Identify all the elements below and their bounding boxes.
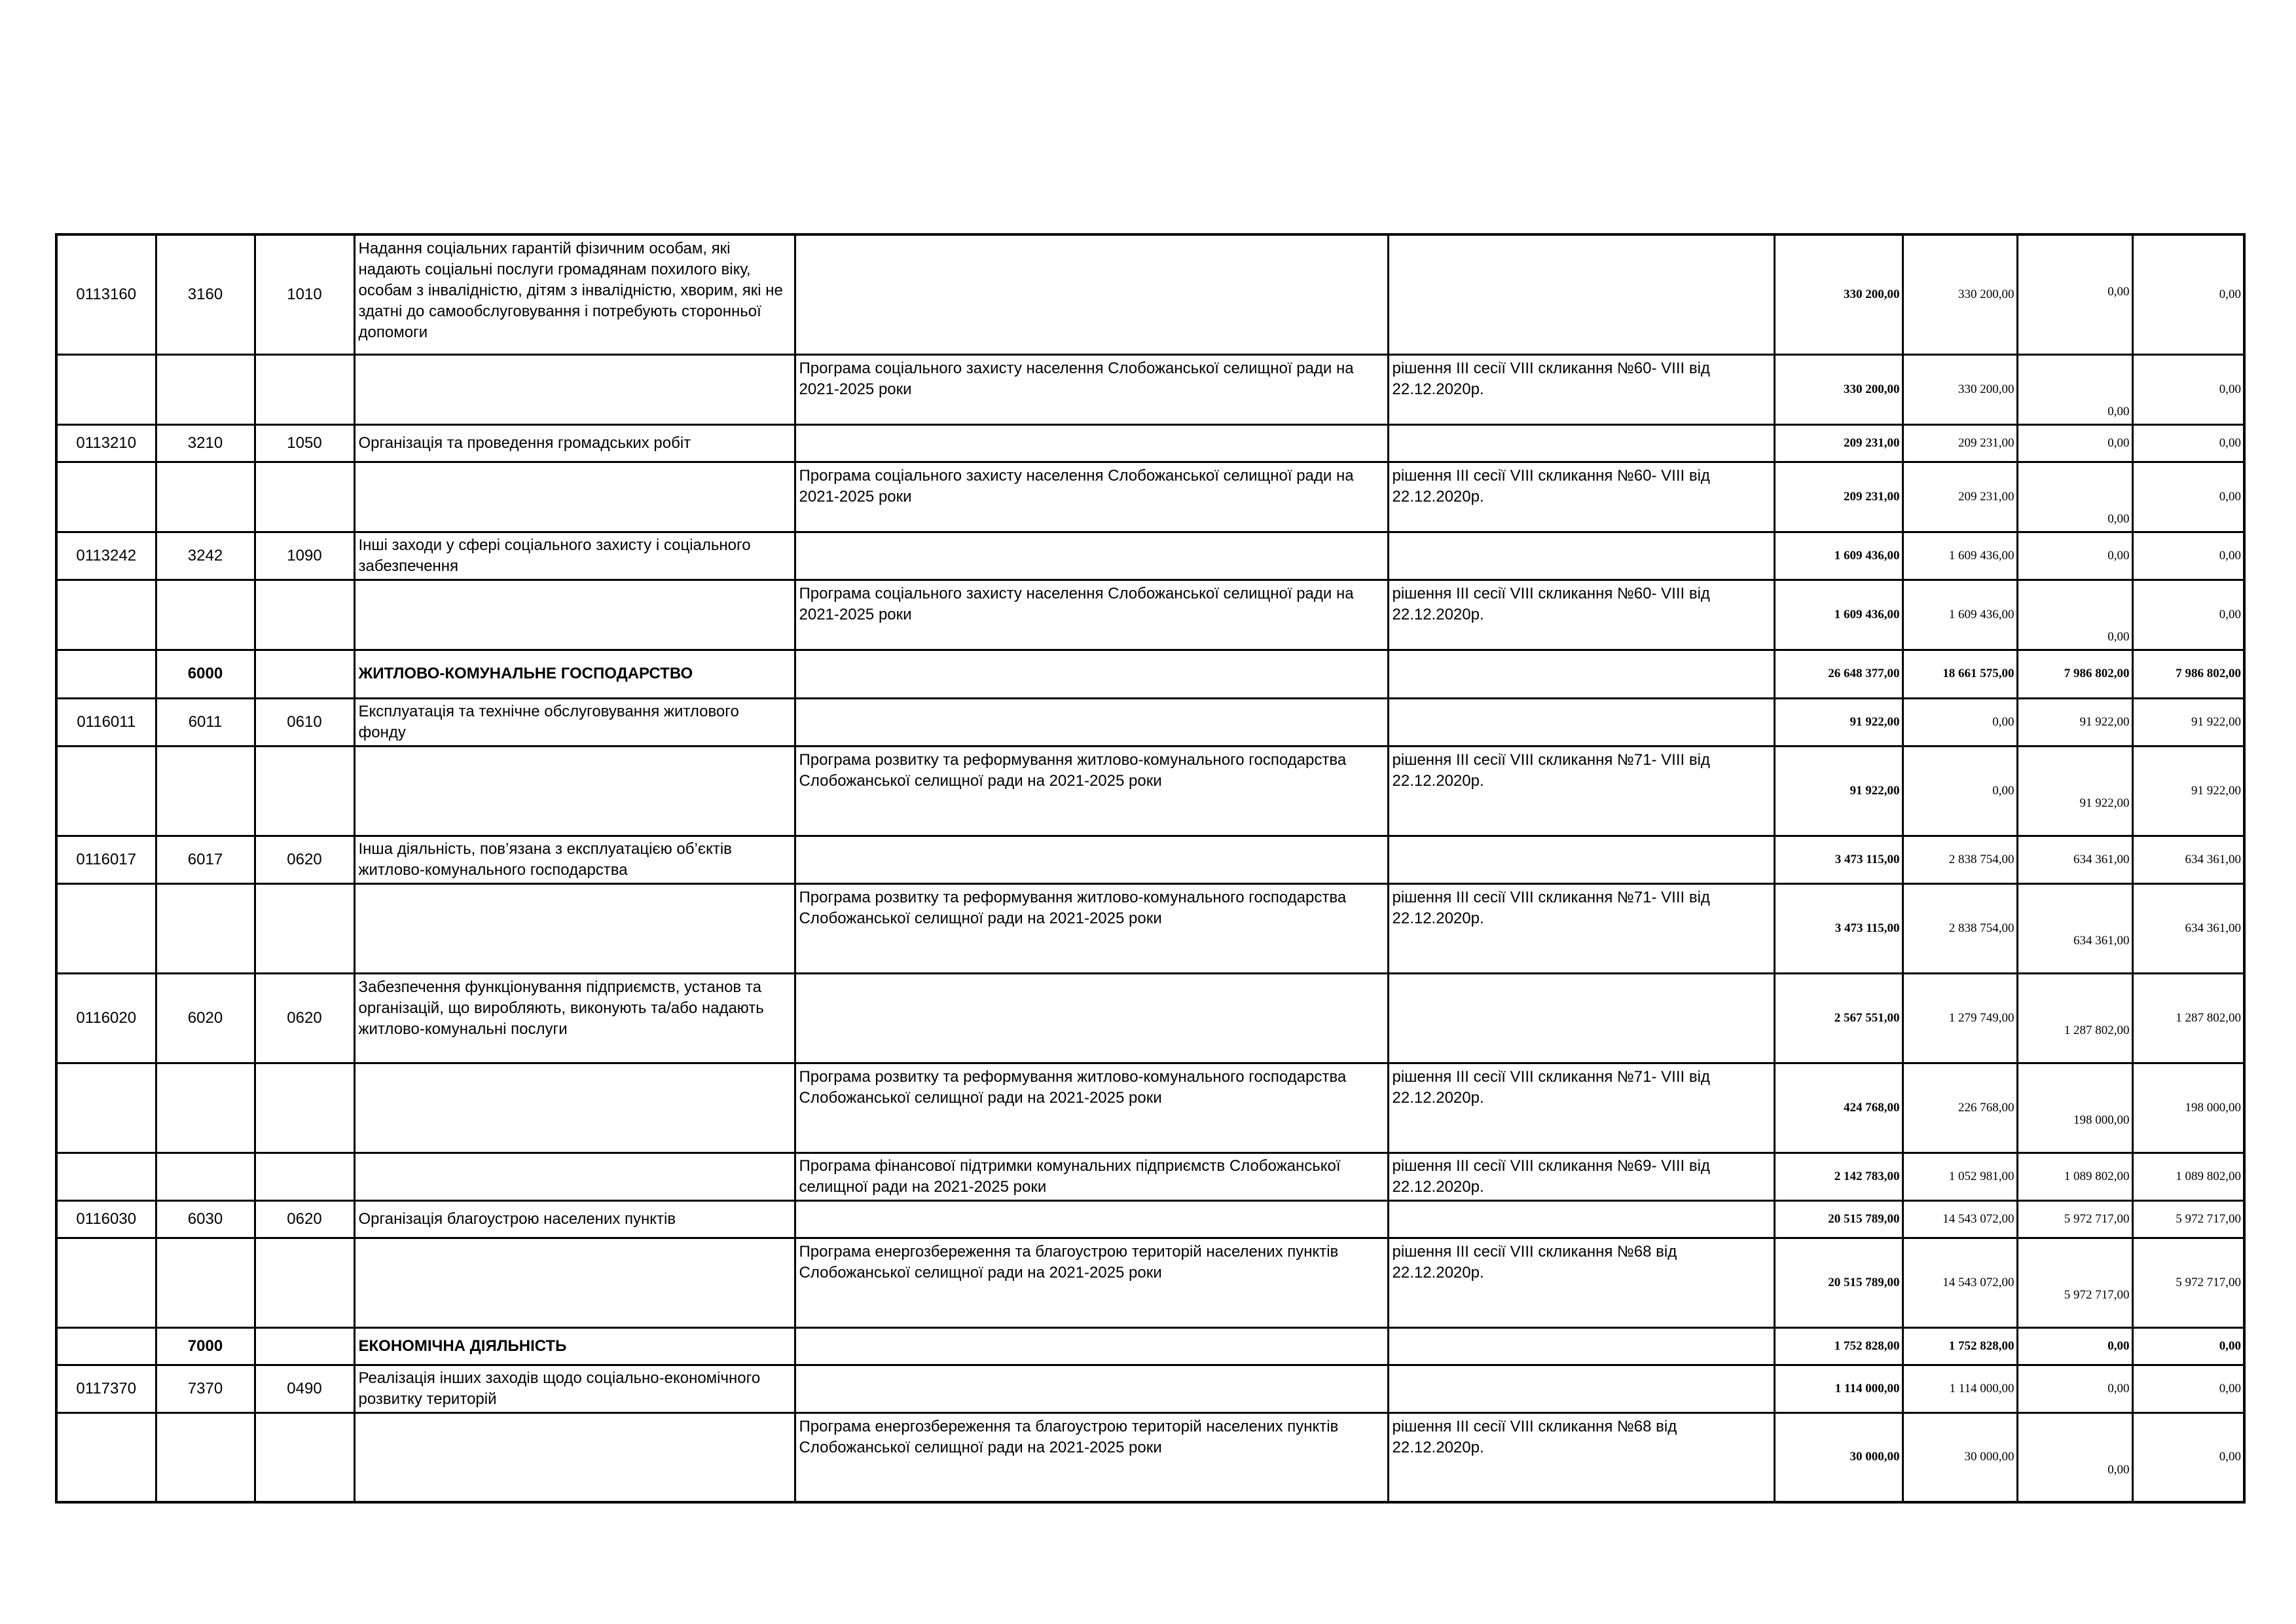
expenditure-name-cell bbox=[354, 462, 795, 532]
total-amount-cell: 209 231,00 bbox=[1774, 424, 1903, 462]
total-amount-cell: 20 515 789,00 bbox=[1774, 1200, 1903, 1238]
decision-cell: рішення ІІІ сесії VIII скликання №69- VIII від 22.12.2020р. bbox=[1388, 1153, 1774, 1200]
table-row bbox=[56, 424, 2244, 462]
decision-cell bbox=[1388, 973, 1774, 1063]
kfk-code-cell bbox=[255, 1238, 354, 1327]
decision-cell bbox=[1388, 1200, 1774, 1238]
tpkvk-code-cell bbox=[156, 580, 255, 650]
program-expenditure-table bbox=[55, 233, 2246, 1504]
special-fund-cell: 634 361,00 bbox=[2017, 836, 2132, 883]
general-fund-cell: 1 052 981,00 bbox=[1903, 1153, 2017, 1200]
kpk-code-cell bbox=[56, 1412, 156, 1502]
program-name-cell: Програма розвитку та реформування житлово-комунального господарства Слобожанської селищної ради на 2021-2025 роки bbox=[795, 1063, 1388, 1153]
special-fund-cell: 0,00 bbox=[2017, 424, 2132, 462]
development-budget-cell: 0,00 bbox=[2132, 1327, 2244, 1365]
tpkvk-code-cell: 3242 bbox=[156, 532, 255, 580]
total-amount-cell: 424 768,00 bbox=[1774, 1063, 1903, 1153]
program-name-cell bbox=[795, 698, 1388, 746]
table-row bbox=[56, 1063, 2244, 1153]
kpk-code-cell bbox=[56, 1327, 156, 1365]
total-amount-cell: 20 515 789,00 bbox=[1774, 1238, 1903, 1327]
general-fund-cell: 14 543 072,00 bbox=[1903, 1238, 2017, 1327]
decision-cell bbox=[1388, 1327, 1774, 1365]
special-fund-cell: 5 972 717,00 bbox=[2017, 1238, 2132, 1327]
decision-cell bbox=[1388, 650, 1774, 698]
development-budget-cell: 634 361,00 bbox=[2132, 836, 2244, 883]
table-row bbox=[56, 1238, 2244, 1327]
total-amount-cell: 1 114 000,00 bbox=[1774, 1365, 1903, 1412]
kpk-code-cell bbox=[56, 650, 156, 698]
expenditure-name-cell bbox=[354, 1063, 795, 1153]
development-budget-cell: 0,00 bbox=[2132, 1365, 2244, 1412]
decision-cell: рішення ІІІ сесії VIII скликання №71- VIII від 22.12.2020р. bbox=[1388, 883, 1774, 973]
kfk-code-cell bbox=[255, 883, 354, 973]
special-fund-cell: 0,00 bbox=[2017, 1365, 2132, 1412]
kpk-code-cell: 0116020 bbox=[56, 973, 156, 1063]
special-fund-cell: 1 089 802,00 bbox=[2017, 1153, 2132, 1200]
table-row bbox=[56, 746, 2244, 836]
tpkvk-code-cell: 3160 bbox=[156, 234, 255, 354]
total-amount-cell: 1 752 828,00 bbox=[1774, 1327, 1903, 1365]
expenditure-name-cell: Інша діяльність, пов’язана з експлуатацією об’єктів житлово-комунального господарства bbox=[354, 836, 795, 883]
expenditure-name-cell: Експлуатація та технічне обслуговування житлового фонду bbox=[354, 698, 795, 746]
tpkvk-code-cell: 6017 bbox=[156, 836, 255, 883]
development-budget-cell: 0,00 bbox=[2132, 532, 2244, 580]
expenditure-name-cell: Організація та проведення громадських робіт bbox=[354, 424, 795, 462]
total-amount-cell: 30 000,00 bbox=[1774, 1412, 1903, 1502]
general-fund-cell: 1 609 436,00 bbox=[1903, 580, 2017, 650]
kfk-code-cell bbox=[255, 462, 354, 532]
program-name-cell: Програма енергозбереження та благоустрою територій населених пунктів Слобожанської селищної ради на 2021-2025 роки bbox=[795, 1238, 1388, 1327]
development-budget-cell: 5 972 717,00 bbox=[2132, 1238, 2244, 1327]
tpkvk-code-cell: 6020 bbox=[156, 973, 255, 1063]
tpkvk-code-cell bbox=[156, 1063, 255, 1153]
kfk-code-cell bbox=[255, 1063, 354, 1153]
tpkvk-code-cell: 7000 bbox=[156, 1327, 255, 1365]
total-amount-cell: 209 231,00 bbox=[1774, 462, 1903, 532]
general-fund-cell: 30 000,00 bbox=[1903, 1412, 2017, 1502]
special-fund-cell: 0,00 bbox=[2017, 532, 2132, 580]
table-row bbox=[56, 883, 2244, 973]
program-name-cell bbox=[795, 1327, 1388, 1365]
kpk-code-cell: 0113242 bbox=[56, 532, 156, 580]
table-row bbox=[56, 234, 2244, 354]
kpk-code-cell: 0116030 bbox=[56, 1200, 156, 1238]
expenditure-name-cell: Забезпечення функціонування підприємств, установ та організацій, що виробляють, виконують та/або надають житлово-комунальні послуги bbox=[354, 973, 795, 1063]
table-row bbox=[56, 973, 2244, 1063]
general-fund-cell: 209 231,00 bbox=[1903, 424, 2017, 462]
tpkvk-code-cell bbox=[156, 354, 255, 424]
total-amount-cell: 330 200,00 bbox=[1774, 354, 1903, 424]
expenditure-name-cell bbox=[354, 883, 795, 973]
decision-cell bbox=[1388, 532, 1774, 580]
tpkvk-code-cell bbox=[156, 462, 255, 532]
kfk-code-cell: 0610 bbox=[255, 698, 354, 746]
section-row bbox=[56, 1327, 2244, 1365]
kpk-code-cell bbox=[56, 746, 156, 836]
decision-cell bbox=[1388, 234, 1774, 354]
program-name-cell bbox=[795, 836, 1388, 883]
kpk-code-cell bbox=[56, 462, 156, 532]
program-name-cell: Програма соціального захисту населення Слобожанської селищної ради на 2021-2025 роки bbox=[795, 580, 1388, 650]
table-row bbox=[56, 532, 2244, 580]
program-name-cell bbox=[795, 424, 1388, 462]
kfk-code-cell bbox=[255, 650, 354, 698]
tpkvk-code-cell bbox=[156, 1412, 255, 1502]
kfk-code-cell bbox=[255, 580, 354, 650]
tpkvk-code-cell: 7370 bbox=[156, 1365, 255, 1412]
tpkvk-code-cell bbox=[156, 1238, 255, 1327]
development-budget-cell: 0,00 bbox=[2132, 1412, 2244, 1502]
special-fund-cell: 0,00 bbox=[2017, 1327, 2132, 1365]
development-budget-cell: 7 986 802,00 bbox=[2132, 650, 2244, 698]
general-fund-cell: 330 200,00 bbox=[1903, 234, 2017, 354]
development-budget-cell: 5 972 717,00 bbox=[2132, 1200, 2244, 1238]
expenditure-name-cell bbox=[354, 1153, 795, 1200]
special-fund-cell: 91 922,00 bbox=[2017, 746, 2132, 836]
kpk-code-cell: 0116011 bbox=[56, 698, 156, 746]
decision-cell: рішення ІІІ сесії VIII скликання №71- VIII від 22.12.2020р. bbox=[1388, 746, 1774, 836]
decision-cell bbox=[1388, 424, 1774, 462]
general-fund-cell: 209 231,00 bbox=[1903, 462, 2017, 532]
kfk-code-cell bbox=[255, 1412, 354, 1502]
total-amount-cell: 3 473 115,00 bbox=[1774, 883, 1903, 973]
development-budget-cell: 198 000,00 bbox=[2132, 1063, 2244, 1153]
special-fund-cell: 198 000,00 bbox=[2017, 1063, 2132, 1153]
decision-cell: рішення ІІІ сесії VIII скликання №71- VIII від 22.12.2020р. bbox=[1388, 1063, 1774, 1153]
table-row bbox=[56, 462, 2244, 532]
decision-cell bbox=[1388, 836, 1774, 883]
kpk-code-cell: 0113210 bbox=[56, 424, 156, 462]
table-row bbox=[56, 1412, 2244, 1502]
development-budget-cell: 1 287 802,00 bbox=[2132, 973, 2244, 1063]
program-name-cell: Програма фінансової підтримки комунальних підприємств Слобожанської селищної ради на 2021-2025 роки bbox=[795, 1153, 1388, 1200]
expenditure-name-cell: Реалізація інших заходів щодо соціально-економічного розвитку територій bbox=[354, 1365, 795, 1412]
kfk-code-cell bbox=[255, 1327, 354, 1365]
tpkvk-code-cell: 6011 bbox=[156, 698, 255, 746]
decision-cell bbox=[1388, 698, 1774, 746]
total-amount-cell: 26 648 377,00 bbox=[1774, 650, 1903, 698]
expenditure-name-cell: ЖИТЛОВО-КОМУНАЛЬНЕ ГОСПОДАРСТВО bbox=[354, 650, 795, 698]
kpk-code-cell: 0113160 bbox=[56, 234, 156, 354]
general-fund-cell: 2 838 754,00 bbox=[1903, 883, 2017, 973]
program-name-cell: Програма соціального захисту населення Слобожанської селищної ради на 2021-2025 роки bbox=[795, 462, 1388, 532]
table-row bbox=[56, 698, 2244, 746]
kpk-code-cell bbox=[56, 354, 156, 424]
kfk-code-cell: 1010 bbox=[255, 234, 354, 354]
kpk-code-cell: 0116017 bbox=[56, 836, 156, 883]
development-budget-cell: 0,00 bbox=[2132, 462, 2244, 532]
kfk-code-cell: 0620 bbox=[255, 1200, 354, 1238]
decision-cell: рішення ІІІ сесії VIII скликання №60- VIII від 22.12.2020р. bbox=[1388, 580, 1774, 650]
special-fund-cell: 0,00 bbox=[2017, 580, 2132, 650]
kpk-code-cell: 0117370 bbox=[56, 1365, 156, 1412]
general-fund-cell: 330 200,00 bbox=[1903, 354, 2017, 424]
special-fund-cell: 5 972 717,00 bbox=[2017, 1200, 2132, 1238]
special-fund-cell: 0,00 bbox=[2017, 354, 2132, 424]
total-amount-cell: 3 473 115,00 bbox=[1774, 836, 1903, 883]
decision-cell: рішення ІІІ сесії VIII скликання №60- VIII від 22.12.2020р. bbox=[1388, 462, 1774, 532]
special-fund-cell: 0,00 bbox=[2017, 1412, 2132, 1502]
decision-cell bbox=[1388, 1365, 1774, 1412]
general-fund-cell: 14 543 072,00 bbox=[1903, 1200, 2017, 1238]
general-fund-cell: 1 114 000,00 bbox=[1903, 1365, 2017, 1412]
expenditure-name-cell: Надання соціальних гарантій фізичним особам, які надають соціальні послуги громадянам похилого віку, особам з інвалідністю, дітям з інвалідністю, хворим, які не здатні до самообслуговування і потребують сторонньої допомоги bbox=[354, 234, 795, 354]
expenditure-name-cell bbox=[354, 580, 795, 650]
general-fund-cell: 1 279 749,00 bbox=[1903, 973, 2017, 1063]
table-row bbox=[56, 580, 2244, 650]
kfk-code-cell: 0490 bbox=[255, 1365, 354, 1412]
development-budget-cell: 0,00 bbox=[2132, 580, 2244, 650]
general-fund-cell: 1 609 436,00 bbox=[1903, 532, 2017, 580]
decision-cell: рішення ІІІ сесії VIII скликання №68 від 22.12.2020р. bbox=[1388, 1412, 1774, 1502]
kfk-code-cell bbox=[255, 1153, 354, 1200]
program-name-cell: Програма розвитку та реформування житлово-комунального господарства Слобожанської селищної ради на 2021-2025 роки bbox=[795, 746, 1388, 836]
kpk-code-cell bbox=[56, 1238, 156, 1327]
table-row bbox=[56, 1200, 2244, 1238]
total-amount-cell: 1 609 436,00 bbox=[1774, 532, 1903, 580]
special-fund-cell: 0,00 bbox=[2017, 462, 2132, 532]
development-budget-cell: 91 922,00 bbox=[2132, 746, 2244, 836]
kfk-code-cell: 1050 bbox=[255, 424, 354, 462]
kfk-code-cell bbox=[255, 746, 354, 836]
kfk-code-cell: 1090 bbox=[255, 532, 354, 580]
general-fund-cell: 1 752 828,00 bbox=[1903, 1327, 2017, 1365]
total-amount-cell: 2 567 551,00 bbox=[1774, 973, 1903, 1063]
development-budget-cell: 1 089 802,00 bbox=[2132, 1153, 2244, 1200]
program-name-cell: Програма енергозбереження та благоустрою територій населених пунктів Слобожанської селищної ради на 2021-2025 роки bbox=[795, 1412, 1388, 1502]
decision-cell: рішення ІІІ сесії VIII скликання №68 від 22.12.2020р. bbox=[1388, 1238, 1774, 1327]
table-row bbox=[56, 1365, 2244, 1412]
total-amount-cell: 91 922,00 bbox=[1774, 698, 1903, 746]
expenditure-name-cell: Інші заходи у сфері соціального захисту і соціального забезпечення bbox=[354, 532, 795, 580]
tpkvk-code-cell: 6030 bbox=[156, 1200, 255, 1238]
total-amount-cell: 2 142 783,00 bbox=[1774, 1153, 1903, 1200]
expenditure-name-cell: Організація благоустрою населених пунктів bbox=[354, 1200, 795, 1238]
kpk-code-cell bbox=[56, 1153, 156, 1200]
special-fund-cell: 1 287 802,00 bbox=[2017, 973, 2132, 1063]
development-budget-cell: 634 361,00 bbox=[2132, 883, 2244, 973]
general-fund-cell: 0,00 bbox=[1903, 746, 2017, 836]
tpkvk-code-cell: 6000 bbox=[156, 650, 255, 698]
general-fund-cell: 2 838 754,00 bbox=[1903, 836, 2017, 883]
total-amount-cell: 330 200,00 bbox=[1774, 234, 1903, 354]
decision-cell: рішення ІІІ сесії VIII скликання №60- VIII від 22.12.2020р. bbox=[1388, 354, 1774, 424]
kpk-code-cell bbox=[56, 580, 156, 650]
development-budget-cell: 0,00 bbox=[2132, 424, 2244, 462]
development-budget-cell: 91 922,00 bbox=[2132, 698, 2244, 746]
kfk-code-cell: 0620 bbox=[255, 973, 354, 1063]
kpk-code-cell bbox=[56, 1063, 156, 1153]
general-fund-cell: 0,00 bbox=[1903, 698, 2017, 746]
general-fund-cell: 226 768,00 bbox=[1903, 1063, 2017, 1153]
expenditure-name-cell bbox=[354, 1238, 795, 1327]
program-name-cell bbox=[795, 532, 1388, 580]
special-fund-cell: 634 361,00 bbox=[2017, 883, 2132, 973]
program-name-cell bbox=[795, 1365, 1388, 1412]
total-amount-cell: 91 922,00 bbox=[1774, 746, 1903, 836]
program-name-cell: Програма соціального захисту населення Слобожанської селищної ради на 2021-2025 роки bbox=[795, 354, 1388, 424]
section-row bbox=[56, 650, 2244, 698]
expenditure-name-cell bbox=[354, 1412, 795, 1502]
table-row bbox=[56, 354, 2244, 424]
tpkvk-code-cell bbox=[156, 1153, 255, 1200]
development-budget-cell: 0,00 bbox=[2132, 354, 2244, 424]
program-name-cell bbox=[795, 650, 1388, 698]
development-budget-cell: 0,00 bbox=[2132, 234, 2244, 354]
special-fund-cell: 91 922,00 bbox=[2017, 698, 2132, 746]
general-fund-cell: 18 661 575,00 bbox=[1903, 650, 2017, 698]
total-amount-cell: 1 609 436,00 bbox=[1774, 580, 1903, 650]
kfk-code-cell: 0620 bbox=[255, 836, 354, 883]
special-fund-cell: 7 986 802,00 bbox=[2017, 650, 2132, 698]
program-name-cell bbox=[795, 973, 1388, 1063]
program-name-cell bbox=[795, 1200, 1388, 1238]
kfk-code-cell bbox=[255, 354, 354, 424]
expenditure-name-cell bbox=[354, 746, 795, 836]
program-name-cell: Програма розвитку та реформування житлово-комунального господарства Слобожанської селищної ради на 2021-2025 роки bbox=[795, 883, 1388, 973]
tpkvk-code-cell bbox=[156, 883, 255, 973]
table-row bbox=[56, 1153, 2244, 1200]
tpkvk-code-cell bbox=[156, 746, 255, 836]
tpkvk-code-cell: 3210 bbox=[156, 424, 255, 462]
expenditure-name-cell: ЕКОНОМІЧНА ДІЯЛЬНІСТЬ bbox=[354, 1327, 795, 1365]
expenditure-name-cell bbox=[354, 354, 795, 424]
kpk-code-cell bbox=[56, 883, 156, 973]
special-fund-cell: 0,00 bbox=[2017, 234, 2132, 354]
table-row bbox=[56, 836, 2244, 883]
program-name-cell bbox=[795, 234, 1388, 354]
